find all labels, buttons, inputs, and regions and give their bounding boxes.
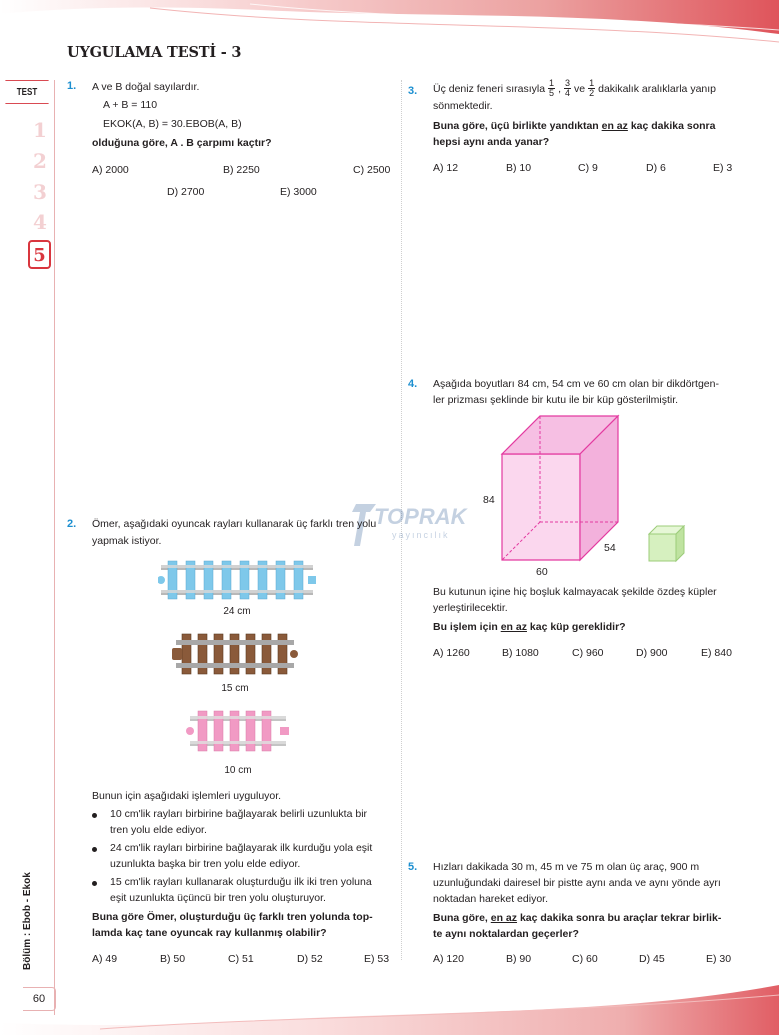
q1-option-c[interactable]: C) 2500: [353, 164, 391, 176]
q5-option-b[interactable]: B) 90: [506, 953, 532, 965]
q3-option-e[interactable]: E) 3: [713, 162, 733, 174]
prism-width-label: 60: [536, 566, 548, 578]
q1-option-a[interactable]: A) 2000: [92, 164, 129, 176]
q3-text-c: sönmektedir.: [433, 100, 493, 112]
watermark-name: TOPRAK: [374, 504, 467, 529]
q3-text-ve: ve: [574, 82, 586, 95]
q3-question-1: Buna göre, üçü birlikte yandıktan en az kaç dakika sonra: [433, 120, 716, 132]
rectangular-prism-figure: [500, 414, 640, 564]
section-label: Bölüm : Ebob - Ekok: [22, 872, 33, 970]
q3-number: 3.: [408, 85, 418, 97]
q5-option-e[interactable]: E) 30: [706, 953, 732, 965]
q5-question-1: Buna göre, en az kaç dakika sonra bu araçlar tekrar birlik-: [433, 912, 722, 924]
q1-option-e[interactable]: E) 3000: [280, 186, 317, 198]
small-cube-figure: [648, 525, 686, 563]
q2-question-1: Buna göre Ömer, oluşturduğu üç farklı tren yolunda top-: [92, 911, 373, 923]
q2-option-e[interactable]: E) 53: [364, 953, 390, 965]
footer-swoosh: [0, 975, 779, 1035]
q1-line-3: EKOK(A, B) = 30.EBOB(A, B): [103, 118, 242, 130]
q1-option-d[interactable]: D) 2700: [167, 186, 205, 198]
q4-text-2: yerleştirilecektir.: [433, 602, 508, 614]
q4-number: 4.: [408, 378, 418, 390]
q2-bullet-1-line-1: 10 cm'lik rayları birbirine bağlayarak belirli uzunlukta bir: [110, 808, 368, 820]
q5-option-c[interactable]: C) 60: [572, 953, 598, 965]
page-title: UYGULAMA TESTİ - 3: [67, 44, 242, 61]
prism-height-label: 84: [483, 494, 495, 506]
q5-line-1: Hızları dakikada 30 m, 45 m ve 75 m olan üç araç, 900 m: [433, 861, 700, 873]
rail-24cm-image: [158, 559, 316, 603]
q3-question-2: hepsi aynı anda yanar?: [433, 136, 550, 148]
q4-intro-1: Aşağıda boyutları 84 cm, 54 cm ve 60 cm olan bir dikdörtgen-: [433, 378, 719, 390]
q2-bullet-3-line-1: 15 cm'lik rayları kullanarak oluşturduğu ilk iki tren yoluna: [110, 876, 372, 888]
rail-15cm-image: [172, 632, 298, 676]
q3-option-a[interactable]: A) 12: [433, 162, 459, 174]
test-number-5-active[interactable]: 5: [28, 240, 51, 269]
test-number-2[interactable]: 2: [33, 149, 47, 173]
q2-intro-2: yapmak istiyor.: [92, 535, 162, 547]
page-number: 60: [23, 987, 56, 1011]
q4-option-a[interactable]: A) 1260: [433, 647, 470, 659]
q1-question: olduğuna göre, A . B çarpımı kaçtır?: [92, 137, 272, 149]
q2-intro-1: Ömer, aşağıdaki oyuncak rayları kullanarak üç farklı tren yolu: [92, 518, 377, 530]
q1-option-b[interactable]: B) 2250: [223, 164, 260, 176]
q2-bullet-1-line-2: tren yolu elde ediyor.: [110, 824, 207, 836]
bullet-2-icon: [92, 847, 97, 852]
header-swoosh: [0, 0, 779, 48]
q2-option-c[interactable]: C) 51: [228, 953, 254, 965]
prism-depth-label: 54: [604, 542, 616, 554]
test-tab: TEST: [5, 80, 48, 104]
q4-option-e[interactable]: E) 840: [701, 647, 732, 659]
sidebar-divider: [54, 80, 55, 1015]
q4-option-c[interactable]: C) 960: [572, 647, 604, 659]
q2-steps-intro: Bunun için aşağıdaki işlemleri uyguluyor.: [92, 790, 282, 802]
q3-fraction-3: $\frac{1}{2}$: [589, 78, 595, 98]
q2-option-d[interactable]: D) 52: [297, 953, 323, 965]
q1-number: 1.: [67, 80, 77, 92]
q5-option-d[interactable]: D) 45: [639, 953, 665, 965]
q3-fraction-2: $\frac{3}{4}$: [564, 78, 570, 98]
q3-text-b: dakikalık aralıklarla yanıp: [598, 82, 716, 95]
q4-question: Bu işlem için en az kaç küp gereklidir?: [433, 621, 626, 633]
q3-option-b[interactable]: B) 10: [506, 162, 532, 174]
q4-text-1: Bu kutunun içine hiç boşluk kalmayacak şekilde özdeş küpler: [433, 586, 717, 598]
q3-comma: ,: [558, 82, 561, 95]
rail-15cm-label: 15 cm: [221, 683, 249, 694]
test-number-1[interactable]: 1: [33, 118, 47, 142]
q2-question-2: lamda kaç tane oyuncak ray kullanmış olabilir?: [92, 927, 327, 939]
q4-intro-2: ler prizması şeklinde bir kutu ile bir küp gösterilmiştir.: [433, 394, 679, 406]
q5-question-2: te aynı noktalardan geçerler?: [433, 928, 579, 940]
q5-option-a[interactable]: A) 120: [433, 953, 464, 965]
q4-option-d[interactable]: D) 900: [636, 647, 668, 659]
test-number-3[interactable]: 3: [33, 180, 47, 204]
rail-10cm-label: 10 cm: [224, 765, 252, 776]
test-number-4[interactable]: 4: [33, 210, 47, 234]
q1-line-2: A + B = 110: [103, 99, 158, 111]
q2-bullet-3-line-2: eşit uzunlukta üçüncü bir tren yolu oluşturuyor.: [110, 892, 326, 904]
q3-text-a: Üç deniz feneri sırasıyla: [433, 82, 546, 95]
q3-line-1: [433, 79, 716, 98]
q2-option-a[interactable]: A) 49: [92, 953, 118, 965]
q2-bullet-2-line-1: 24 cm'lik rayları birbirine bağlayarak ilk kurduğu yola eşit: [110, 842, 373, 854]
q5-line-2: uzunluğundaki dairesel bir pistte aynı anda ve aynı yönde ayrı: [433, 877, 721, 889]
rail-24cm-label: 24 cm: [223, 606, 251, 617]
watermark-sub: yayıncılık: [392, 530, 450, 540]
q3-option-c[interactable]: C) 9: [578, 162, 598, 174]
q4-option-b[interactable]: B) 1080: [502, 647, 539, 659]
q3-option-d[interactable]: D) 6: [646, 162, 666, 174]
publisher-watermark: [352, 500, 472, 560]
q2-number: 2.: [67, 518, 77, 530]
bullet-1-icon: [92, 813, 97, 818]
q2-bullet-2-line-2: uzunlukta başka bir tren yolu elde ediyor.: [110, 858, 301, 870]
bullet-3-icon: [92, 881, 97, 886]
q5-line-3: noktadan hareket ediyor.: [433, 893, 548, 905]
q3-fraction-1: $\frac{1}{5}$: [549, 78, 555, 98]
q1-line-1: A ve B doğal sayılardır.: [92, 81, 200, 93]
q2-option-b[interactable]: B) 50: [160, 953, 186, 965]
rail-10cm-image: [186, 708, 290, 754]
q5-number: 5.: [408, 861, 418, 873]
